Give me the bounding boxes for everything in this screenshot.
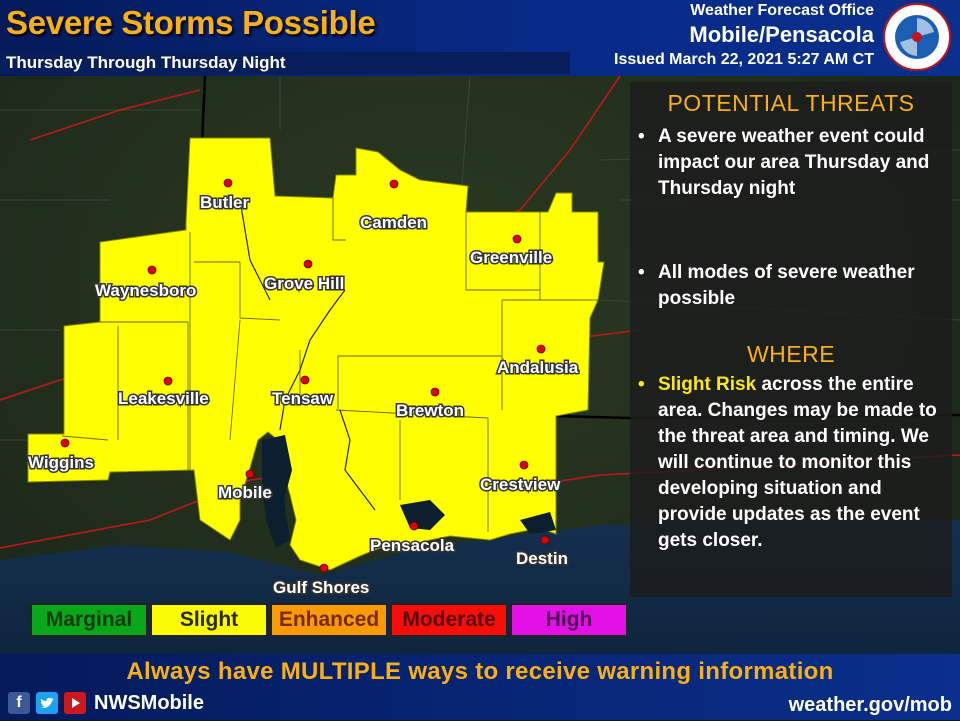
threat-bullet-text: A severe weather event could impact our area Thursday and Thursday night [658,126,930,199]
city-label: Crestview [480,475,561,494]
office-name: Mobile/Pensacola [689,22,874,47]
city-label: Pensacola [370,536,455,555]
issued-timestamp: Issued March 22, 2021 5:27 AM CT [614,51,874,68]
page-title: Severe Storms Possible [6,4,376,41]
city-label: Butler [200,193,250,212]
city-dot [320,564,328,572]
city-dot [410,522,418,530]
where-bullet: • Slight Risk across the entire area. Changes may be made to the threat area and timing. We will continue to monitor this developing situation and provide updates as the event gets closer. [638,372,944,586]
risk-level-highlight: Slight Risk [658,374,757,395]
threat-panel [630,82,952,597]
legend-item-high: High [510,603,628,637]
facebook-icon[interactable]: f [8,692,30,714]
city-dot [513,235,521,243]
city-dot [431,388,439,396]
city-dot [224,179,232,187]
city-label: Gulf Shores [273,578,370,597]
city-dot [390,180,398,188]
threat-bullet-text: All modes of severe weather possible [658,262,915,309]
city-dot [537,345,545,353]
city-dot [520,461,528,469]
footer [0,654,960,720]
city-label: Andalusia [497,358,579,377]
city-dot [304,260,312,268]
city-label: Tensaw [272,389,334,408]
office-label: Weather Forecast Office [690,2,874,19]
city-dot [246,470,254,478]
legend-item-slight: Slight [150,603,268,637]
city-dot [61,439,69,447]
website-link[interactable]: weather.gov/mob [788,694,952,716]
city-label: Waynesboro [95,281,197,300]
city-dot [541,536,549,544]
city-label: Destin [516,549,568,568]
twitter-icon[interactable] [36,692,58,714]
city-label: Camden [360,213,428,232]
city-label: Greenville [470,248,553,267]
nws-logo [882,2,952,72]
page-subtitle: Thursday Through Thursday Night [6,53,286,72]
subtitle-bar [0,52,570,74]
threat-bullet: • All modes of severe weather possible [638,260,944,312]
where-heading: WHERE [746,341,836,367]
city-dot [164,377,172,385]
legend-item-enhanced: Enhanced [270,603,388,637]
city-label: Brewton [396,401,464,420]
city-dot [301,376,309,384]
city-label: Leakesville [118,389,209,408]
city-label: Grove Hill [264,274,345,293]
social-handle[interactable]: NWSMobile [94,692,204,714]
city-dot [148,266,156,274]
legend-item-marginal: Marginal [30,603,148,637]
city-label: Mobile [218,483,272,502]
youtube-icon[interactable] [64,692,86,714]
threats-heading: POTENTIAL THREATS [667,90,915,116]
city-label: Wiggins [28,453,94,472]
legend-item-moderate: Moderate [390,603,508,637]
where-bullet-text [658,372,946,554]
threat-bullet: • A severe weather event could impact our area Thursday and Thursday night [638,124,944,228]
footer-message: Always have MULTIPLE ways to receive warning information [126,658,834,685]
where-detail: across the entire area. Changes may be made to the threat area and timing. We will continue to monitor this developing situation and provide updates as the event gets closer. [658,374,937,551]
